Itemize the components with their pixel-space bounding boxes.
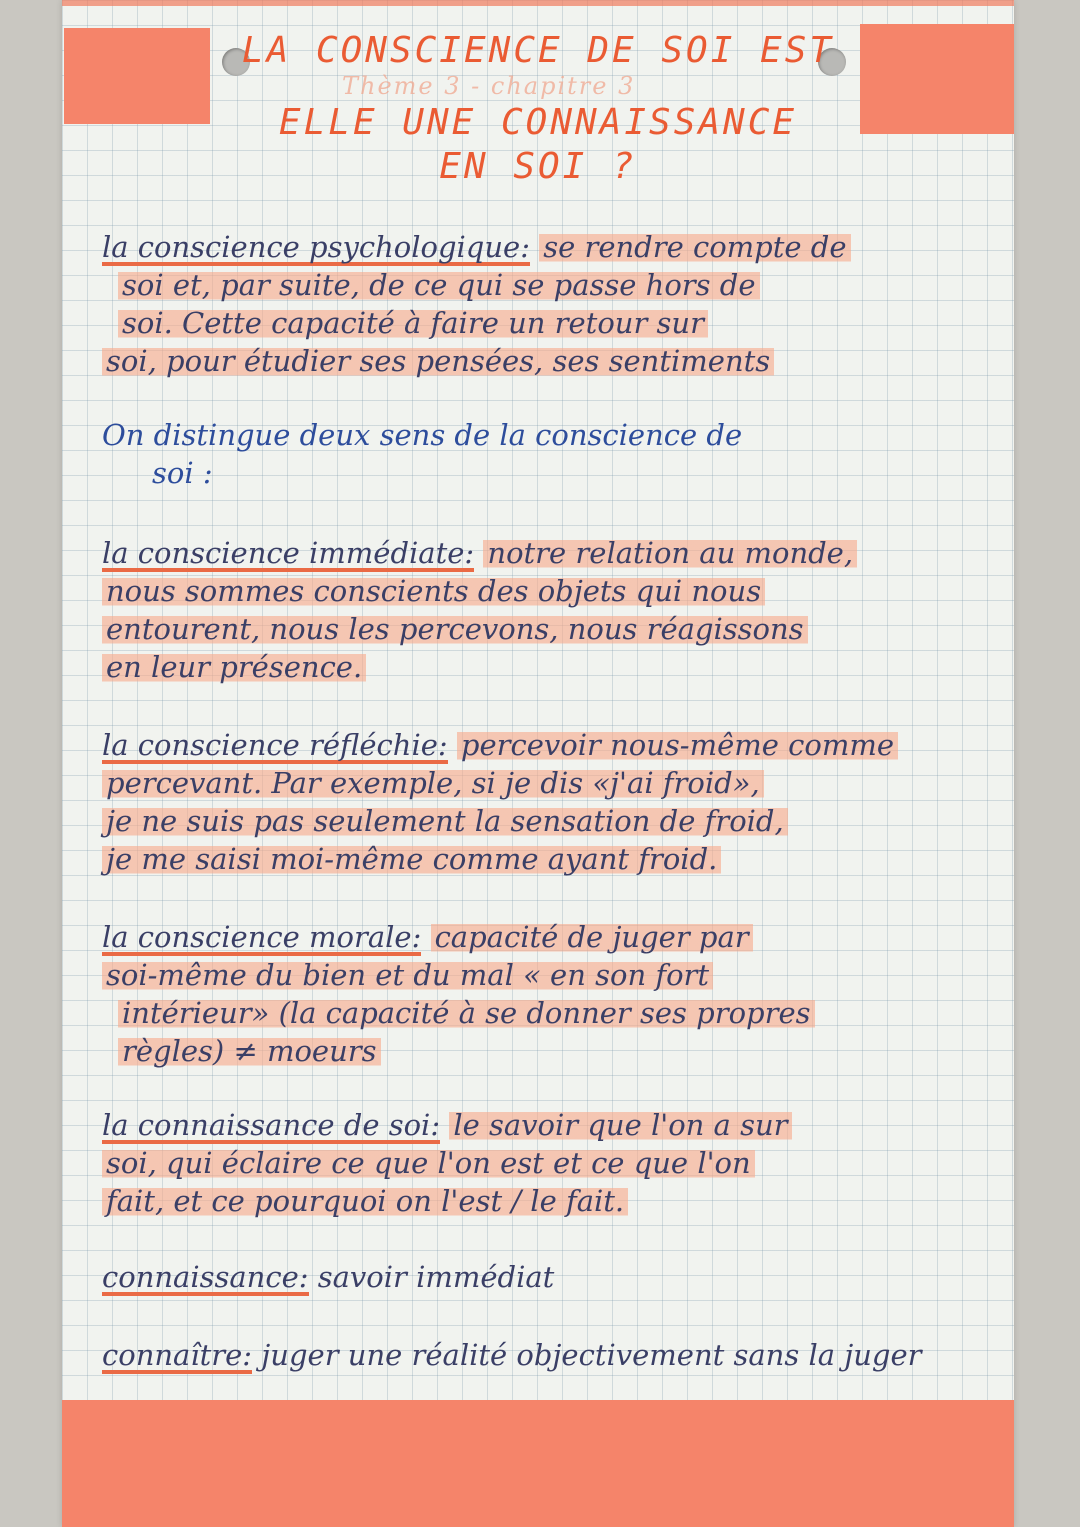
definition-text: nous sommes conscients des objets qui nous — [102, 574, 765, 608]
title-line-2: ELLE UNE CONNAISSANCE — [278, 102, 798, 143]
definition-text: fait, et ce pourquoi on l'est / le fait. — [102, 1184, 628, 1218]
section-connaissance-de-soi — [102, 1106, 1002, 1220]
definition-text: entourent, nous les percevons, nous réagissons — [102, 612, 808, 646]
term-conscience-psychologique: la conscience psychologique: — [102, 230, 530, 264]
section-conscience-immediate — [102, 534, 1002, 686]
definition-text: soi, qui éclaire ce que l'on est et ce que l'on — [102, 1146, 755, 1180]
definition-text: capacité de juger par — [431, 920, 753, 954]
definition-text: soi, pour étudier ses pensées, ses sentiments — [102, 344, 774, 378]
intro-text: soi : — [152, 456, 213, 490]
subtitle: Thème 3 - chapitre 3 — [342, 72, 636, 100]
definition-text: percevoir nous-même comme — [457, 728, 898, 762]
orange-footer-band — [62, 1400, 1014, 1527]
definition-text: soi-même du bien et du mal « en son fort — [102, 958, 713, 992]
definition-text: juger une réalité objectivement sans la juger — [261, 1338, 922, 1372]
term-connaitre: connaître: — [102, 1338, 253, 1372]
definition-text: en leur présence. — [102, 650, 366, 684]
section-conscience-reflechie — [102, 726, 1002, 878]
definition-text: notre relation au monde, — [483, 536, 857, 570]
top-stripe — [62, 0, 1014, 6]
definition-text: intérieur» (la capacité à se donner ses propres — [118, 996, 815, 1030]
section-intro — [102, 416, 1002, 492]
term-connaissance: connaissance: — [102, 1260, 309, 1294]
term-conscience-morale: la conscience morale: — [102, 920, 422, 954]
definition-text: je me saisi moi-même comme ayant froid. — [102, 842, 721, 876]
definition-text: se rendre compte de — [539, 230, 850, 264]
definition-text: soi. Cette capacité à faire un retour sur — [118, 306, 708, 340]
title-line-1: LA CONSCIENCE DE SOI EST — [241, 30, 835, 71]
definition-text: je ne suis pas seulement la sensation de froid, — [102, 804, 788, 838]
definition-text: soi et, par suite, de ce qui se passe hors de — [118, 268, 760, 302]
section-connaissance — [102, 1258, 1002, 1296]
index-card — [62, 0, 1014, 1527]
intro-text: On distingue deux sens de la conscience de — [102, 418, 743, 452]
section-connaitre — [102, 1336, 1002, 1374]
definition-text: percevant. Par exemple, si je dis «j'ai froid», — [102, 766, 764, 800]
definition-text: savoir immédiat — [317, 1260, 555, 1294]
term-conscience-reflechie: la conscience réfléchie: — [102, 728, 448, 762]
section-conscience-morale — [102, 918, 1002, 1070]
title-line-3: EN SOI ? — [439, 146, 637, 187]
section-conscience-psychologique — [102, 228, 1002, 380]
term-connaissance-de-soi: la connaissance de soi: — [102, 1108, 441, 1142]
definition-text: le savoir que l'on a sur — [449, 1108, 791, 1142]
definition-text: règles) ≠ moeurs — [118, 1034, 381, 1068]
term-conscience-immediate: la conscience immédiate: — [102, 536, 475, 570]
